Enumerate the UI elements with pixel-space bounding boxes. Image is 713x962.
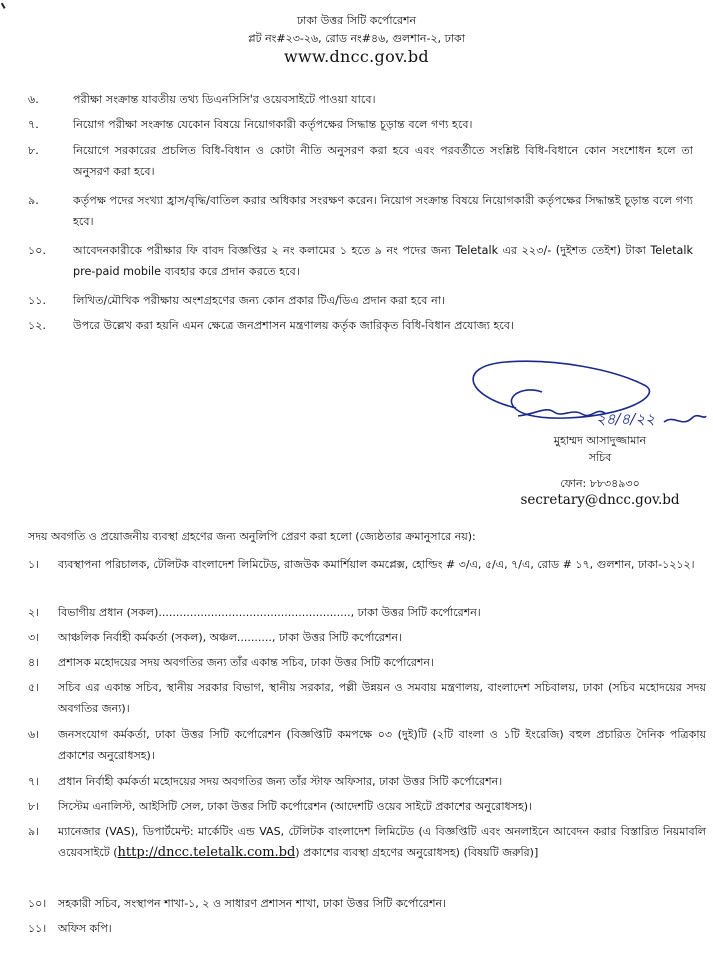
signatory-phone: ফোন: ৮৮৩৪৯৩০ <box>560 477 640 490</box>
cc-text-after: ) প্রকাশের ব্যবস্থা গ্রহণের অনুরোধসহ) (বিষয়টি জরুরি)] <box>295 846 539 859</box>
cc-text: আঞ্চলিক নির্বাহী কর্মকর্তা (সকল), অঞ্চল.........., ঢাকা উত্তর সিটি কর্পোরেশন। <box>58 631 402 644</box>
cc-text: সহকারী সচিব, সংস্থাপন শাখা-১, ২ ও সাধারণ প্রশাসন শাখা, ঢাকা উত্তর সিটি কর্পোরেশন। <box>58 897 446 910</box>
cc-number: ১১। <box>28 922 47 935</box>
cc-number: ৬। <box>28 728 40 741</box>
cc-text: প্রশাসক মহোদয়ের সদয় অবগতির জন্য তাঁর একান্ত সচিব, ঢাকা উত্তর সিটি কর্পোরেশন। <box>58 656 434 669</box>
signatory-title: সচিব <box>588 451 612 464</box>
cc-number: ৭। <box>28 775 40 788</box>
signatory-name: মুহাম্মদ আসাদুজ্জামান <box>553 434 647 447</box>
item-text: উপরে উল্লেখ করা হয়নি এমন ক্ষেত্রে জনপ্রশাসন মন্ত্রণালয় কর্তৃক জারিকৃত বিধি-বিধান প্রযোজ্য হবে। <box>73 319 515 332</box>
cc-number: ৩। <box>28 631 40 644</box>
signature-date: ২৪/৪/২২ <box>596 410 655 428</box>
cc-text: প্রধান নির্বাহী কর্মকর্তা মহোদয়ের সদয় অবগতির জন্য তাঁর স্টাফ অফিসার, ঢাকা উত্তর সিটি কর্পোরেশন। <box>58 775 503 788</box>
item-text: পরীক্ষা সংক্রান্ত যাবতীয় তথ্য ডিএনসিসি'র ওয়েবসাইটে পাওয়া যাবে। <box>73 93 376 106</box>
item-number: ৭. <box>28 118 39 131</box>
item-text: নিয়োগে সরকারের প্রচলিত বিধি-বিধান ও কোটা নীতি অনুসরণ করা হবে এবং পরবর্তীতে সংশ্লিষ্ট বিধি-বিধানে কোন সংশোধন হলে তা অনুসরণ করা হবে। <box>73 144 693 178</box>
item-number: ৬. <box>28 93 39 106</box>
item-text: কর্তৃপক্ষ পদের সংখ্যা হ্রাস/বৃদ্ধি/বাতিল করার অধিকার সংরক্ষণ করেন। নিয়োগ সংক্রান্ত বিষয়ে নিয়োগকারী কর্তৃপক্ষের সিদ্ধান্তই চূড়ান্ত বলে গণ্য হবে। <box>73 194 693 228</box>
item-text: নিয়োগ পরীক্ষা সংক্রান্ত যেকোন বিষয়ে নিয়োগকারী কর্তৃপক্ষের সিদ্ধান্ত চূড়ান্ত বলে গণ্য হবে। <box>73 118 473 131</box>
item-text: লিখিত/মৌখিক পরীক্ষায় অংশগ্রহণের জন্য কোন প্রকার টিএ/ডিএ প্রদান করা হবে না। <box>73 294 445 307</box>
cc-number: ১। <box>28 558 40 571</box>
cc-text: অফিস কপি। <box>58 922 112 935</box>
item-number: ১২. <box>28 319 47 332</box>
cc-text: বিভাগীয় প্রধান (সকল)......................................................., ঢাকা উত্তর সিটি কর্পোরেশন। <box>58 606 481 619</box>
org-address: প্লট নং#২৩-২৬, রোড নং#৪৬, গুলশান-২, ঢাকা <box>248 32 465 45</box>
cc-number: ৪। <box>28 656 40 669</box>
item-number: ১১. <box>28 294 47 307</box>
cc-number: ৯। <box>28 825 40 838</box>
cc-text <box>58 821 706 863</box>
item-number: ৮. <box>28 144 39 157</box>
org-website[interactable]: www.dncc.gov.bd <box>284 47 429 66</box>
corner-mark <box>1 1 8 9</box>
cc-text: জনসংযোগ কর্মকর্তা, ঢাকা উত্তর সিটি কর্পোরেশন (বিজ্ঞপ্তিটি কমপক্ষে ০৩ (দুই)টি (২টি বাংলা ও ১টি ইংরেজি) বহুল প্রচারিত দৈনিক পত্রিকায় প্রকাশের অনুরোধসহ)। <box>58 728 706 762</box>
cc-number: ২। <box>28 606 40 619</box>
item-number: ৯. <box>28 194 39 207</box>
org-name: ঢাকা উত্তর সিটি কর্পোরেশন <box>296 14 417 27</box>
item-text: আবেদনকারীকে পরীক্ষার ফি বাবদ বিজ্ঞপ্তির ২ নং কলামের ১ হতে ৯ নং পদের জন্য Teletalk এর ২২৩/- (দুইশত তেইশ) টাকা Teletalk pre-paid mobile ব্যবহার করে প্রদান করতে হবে। <box>73 244 693 278</box>
cc-number: ১০। <box>28 897 47 910</box>
cc-number: ৫। <box>28 681 40 694</box>
cc-heading: সদয় অবগতি ও প্রয়োজনীয় ব্যবস্থা গ্রহণের জন্য অনুলিপি প্রেরণ করা হলো (জ্যেষ্ঠতার ক্রমানুসারে নয়): <box>28 530 476 543</box>
item-number: ১০. <box>28 244 47 257</box>
cc-text-before: ম্যানেজার (VAS), ডিপার্টমেন্ট: মার্কেটিং এন্ড VAS, টেলিটক বাংলাদেশ লিমিটেড (এ বিজ্ঞপ্তিটি এবং অনলাইনে আবেদন করার বিস্তারিত নিয়মাবলি ওয়েবসাইটে ( <box>58 825 706 859</box>
cc-number: ৮। <box>28 800 40 813</box>
teletalk-link[interactable]: http://dncc.teletalk.com.bd <box>117 845 296 860</box>
cc-text: সিস্টেম এনালিস্ট, আইসিটি সেল, ঢাকা উত্তর সিটি কর্পোরেশন (আদেশটি ওয়েব সাইটে প্রকাশের অনুরোধসহ)। <box>58 800 532 813</box>
signature <box>446 356 708 436</box>
signatory-email[interactable]: secretary@dncc.gov.bd <box>520 492 680 508</box>
cc-text: ব্যবস্থাপনা পরিচালক, টেলিটক বাংলাদেশ লিমিটেড, রাজউক কমার্শিয়াল কমপ্লেক্স, হোল্ডিং # ৩/এ, ৫/এ, ৭/এ, রোড # ১৭, গুলশান, ঢাকা-১২১২। <box>58 558 695 571</box>
cc-text: সচিব এর একান্ত সচিব, স্থানীয় সরকার বিভাগ, স্থানীয় সরকার, পল্লী উন্নয়ন ও সমবায় মন্ত্রণালয়, বাংলাদেশ সচিবালয়, ঢাকা (সচিব মহোদয়ের সদয় অবগতির জন্য)। <box>58 681 706 715</box>
